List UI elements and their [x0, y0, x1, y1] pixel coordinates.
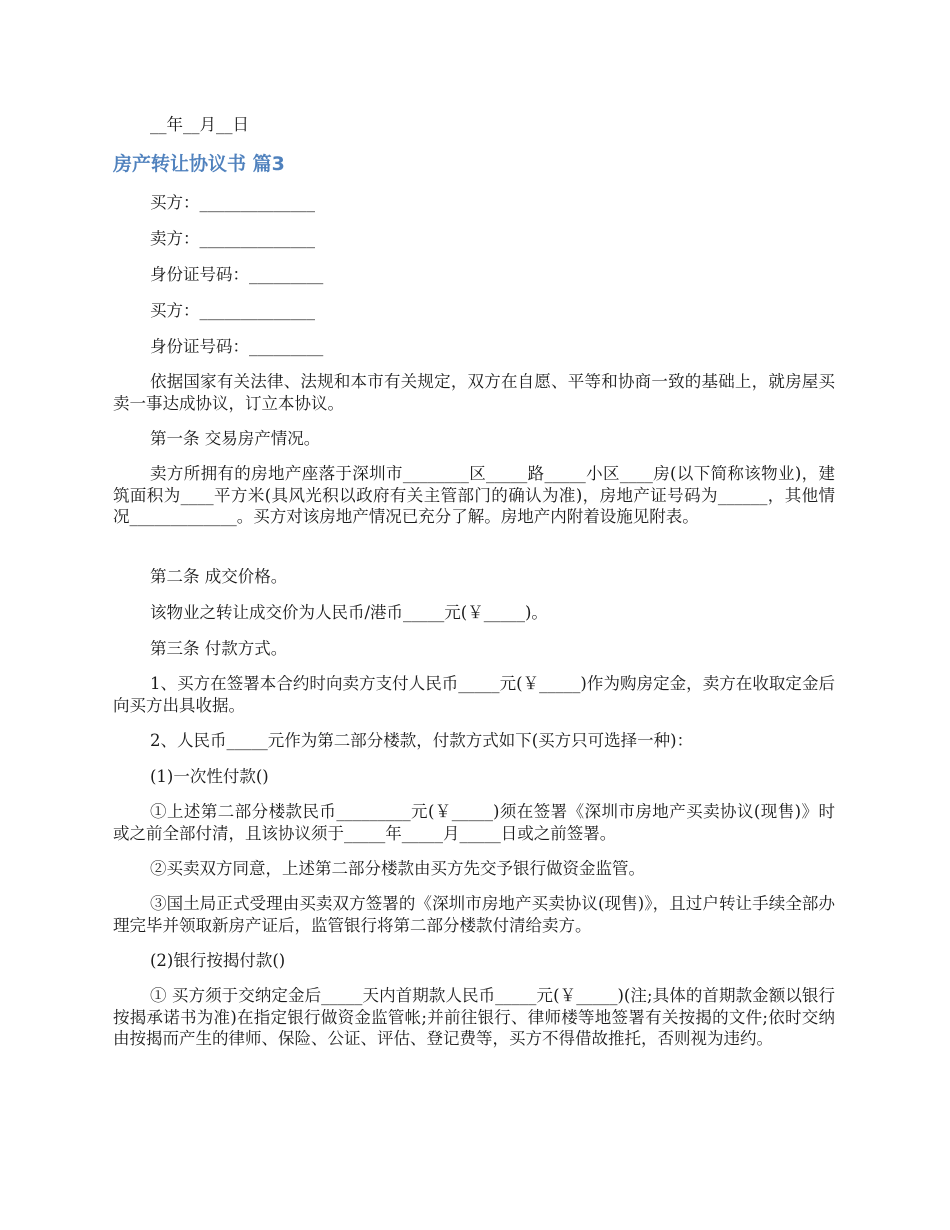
id-number-field-2: 身份证号码：_________	[150, 337, 324, 356]
buyer-field: 买方：______________	[150, 193, 315, 212]
buyer-field-2: 买方：______________	[150, 301, 315, 320]
article-3-title: 第三条 付款方式。	[150, 639, 288, 658]
option-1-title: (1)一次性付款()	[150, 767, 269, 786]
article-1-body: 卖方所拥有的房地产座落于深圳市________区_____路_____小区____房(以下简称该物业)，建筑面积为____平方米(具风光积以政府有关主管部门的确认为准)，房地产证号码为______，其他情况_____________。买方对该房地产情况已充分了解。房地产内附着设施见附表。	[113, 464, 835, 526]
article-2-title: 第二条 成交价格。	[150, 567, 288, 586]
option-1-clause-b: ②买卖双方同意，上述第二部分楼款由买方先交予银行做资金监管。	[150, 859, 645, 878]
id-number-field: 身份证号码：_________	[150, 265, 324, 284]
option-1-clause-a: ①上述第二部分楼款民币_________元(￥_____)须在签署《深圳市房地产买卖协议(现售)》时或之前全部付清，且该协议须于_____年_____月_____日或之前签署。	[113, 802, 835, 843]
seller-field: 卖方：______________	[150, 229, 315, 248]
article-1-title: 第一条 交易房产情况。	[150, 429, 321, 448]
section-heading: 房产转让协议书 篇3	[113, 153, 285, 175]
option-2-title: (2)银行按揭付款()	[150, 951, 286, 970]
payment-item-2: 2、人民币_____元作为第二部分楼款，付款方式如下(买方只可选择一种)：	[150, 731, 694, 750]
payment-item-1: 1、买方在签署本合约时向卖方支付人民币_____元(￥_____)作为购房定金，卖方在收取定金后向买方出具收据。	[113, 674, 835, 715]
date-line: __年__月__日	[150, 115, 249, 134]
article-2-body: 该物业之转让成交价为人民币/港币_____元(￥_____)。	[150, 603, 548, 622]
option-1-clause-c: ③国土局正式受理由买卖双方签署的《深圳市房地产买卖协议(现售)》，且过户转让手续全部办理完毕并领取新房产证后，监管银行将第二部分楼款付清给卖方。	[113, 894, 835, 935]
preamble-paragraph: 依据国家有关法律、法规和本市有关规定，双方在自愿、平等和协商一致的基础上，就房屋买卖一事达成协议，订立本协议。	[113, 372, 835, 413]
option-2-clause-a: ① 买方须于交纳定金后_____天内首期款人民币_____元(￥_____)(注;具体的首期款金额以银行按揭承诺书为准)在指定银行做资金监管帐;并前往银行、律师楼等地签署有关按揭的文件;依时交纳由按揭而产生的律师、保险、公证、评估、登记费等，买方不得借故推托，否则视为违约。	[113, 986, 835, 1048]
